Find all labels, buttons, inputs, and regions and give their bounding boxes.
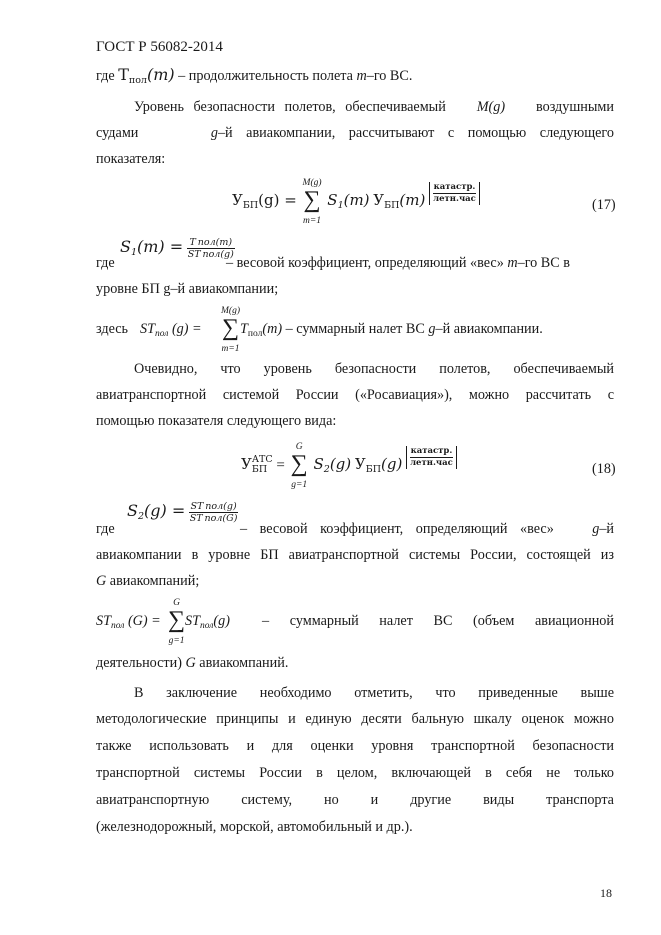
paragraph-3-line-3: также использовать и для оценки уровня транспортной безопасности [96,738,614,754]
paragraph-3-line-2: методологические принципы и единую десяти бальную шкалу оценок можно [96,711,614,727]
definition-s2-line-3: G авиакомпаний; [96,573,200,589]
unit-bracket: катастр. летн.час [406,446,457,469]
definition-st-g-line-2: деятельности) G авиакомпаний. [96,655,289,671]
equation-number-18: (18) [592,461,616,477]
document-page: ГОСТ Р 56082-2014 где $T_{пол}(m)$ – продолжительность полета m–го ВС. Уровень безопасности полетов, обеспечиваемый M(g) воздушными судами g–й авиакомпании, рассчитывают с помощью следующего показателя: $У_{БП}(g)$ = M(g) ∑ m=1 $S_1(m)$ $У_{БП}(m)$ катастр. летн.час (17) $S_1(m)$ = $\frac{\text{T пол(m)}}{\text{ST пол(g)}}$ где – весовой коэффициент, определяющий «вес» m–го ВС в уровне БП g–й авиакомпании; здесь $ST_{пол}$ (g) = M(g) ∑ m=1 $T_{пол}(m)$ – суммарный налет ВС g–й авиакомпании. Очевидно, что уровень безопасности полетов, обеспечиваемый авиатранспортной системой России («Росавиация»), можно рассчитать с помощью показателя следующего вида: У АТС БП = G ∑ g=1 $S_2(g)$ $У_{БП}(g)$ катастр. летн.час (18) $S_2(g)$ = $\frac{\text{ST пол(g)}}{\text{ST пол(G)}}$ где – весовой коэффициент, определяющий «вес» g–й авиакомпании в уровне БП авиатранспортной системы России, состоящей из G авиакомпаний; $ST_{пол}$ (G) = G ∑ g=1 $ST_{пол}(g)$ – суммарный налет ВС (объем авиационной деятельности) G авиакомпаний. В заключение необходимо отметить, что приведенные выше методологические принципы и единую десяти бальную шкалу оценок можно также использовать и для оценки уровня транспортной безопасности транспортной системы России в целом, включающей в себя не только авиатранспортную систему, но и другие виды транспорта (железнодорожный, морской, автомобильный и др.). 18 [0,0,661,935]
definition-s2-text: где – весовой коэффициент, определяющий «вес» g–й [96,521,614,537]
definition-st-pol: здесь $ST_{пол}$ (g) = M(g) ∑ m=1 $T_{пол}(m)$ – суммарный налет ВС g–й авиакомпании. [96,306,543,354]
definition-s1-line-2: уровне БП g–й авиакомпании; [96,281,279,297]
page-number: 18 [600,886,612,900]
formula-s2: $S_2(g)$ = $\frac{\text{ST пол(g)}}{\text{ST пол(G)}}$ [127,501,238,525]
document-header: ГОСТ Р 56082-2014 [96,39,223,55]
equation-17: $У_{БП}(g)$ = M(g) ∑ m=1 $S_1(m)$ $У_{БП}(m)$ катастр. летн.час [232,178,480,226]
definition-st-g: $ST_{пол}$ (G) = G ∑ g=1 $ST_{пол}(g)$ – суммарный налет ВС (объем авиационной [96,598,614,646]
definition-t-pol: где $T_{пол}(m)$ – продолжительность полета m–го ВС. [96,65,413,86]
paragraph-3-line-5: авиатранспортную систему, но и другие виды транспорта [96,792,614,808]
paragraph-1-line-3: показателя: [96,151,166,167]
equation-number-17: (17) [592,197,616,213]
equation-18: У АТС БП = G ∑ g=1 $S_2(g)$ $У_{БП}(g)$ катастр. летн.час [241,442,457,490]
paragraph-2-line-2: авиатранспортной системой России («Росавиация»), можно рассчитать с [96,387,614,403]
definition-s1-text: где – весовой коэффициент, определяющий «вес» m–го ВС в [96,255,570,271]
paragraph-1-line-2: судами g–й авиакомпании, рассчитывают с помощью следующего [96,125,614,141]
formula-s1: $S_1(m)$ = $\frac{\text{T пол(m)}}{\text{ST пол(g)}}$ [120,237,234,261]
paragraph-3-line-4: транспортной системы России в целом, включающей в себя не только [96,765,614,781]
definition-s2-line-2: авиакомпании в уровне БП авиатранспортной системы России, состоящей из [96,547,614,563]
paragraph-3-line-6: (железнодорожный, морской, автомобильный и др.). [96,819,413,835]
paragraph-2-line-3: помощью показателя следующего вида: [96,413,337,429]
unit-bracket: катастр. летн.час [429,182,480,205]
